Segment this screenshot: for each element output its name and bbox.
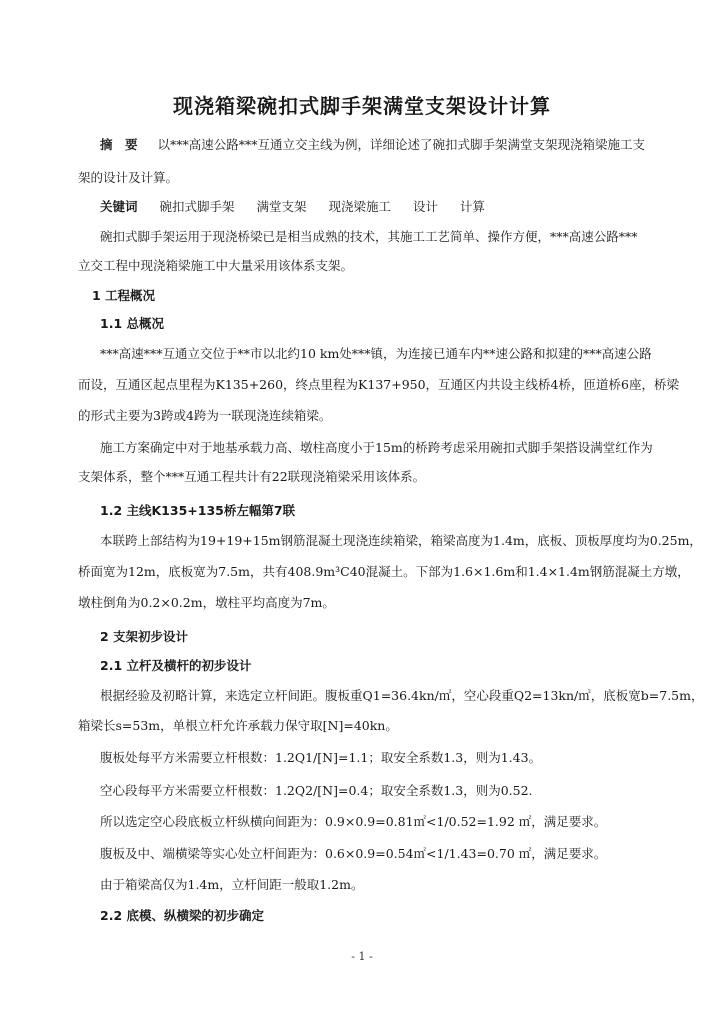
document-title: 现浇箱梁碗扣式脚手架满堂支架设计计算: [173, 94, 551, 118]
paragraph-line: 腹板处每平方米需要立杆根数：1.2Q1/[N]=1.1；取安全系数1.3，则为1.43。: [100, 750, 542, 765]
paragraph-line: ***高速***互通立交位于**市以北约10 km处***镇，为连接已通车内**速公路和拟建的***高速公路: [100, 346, 652, 361]
keyword-item: 设计: [412, 199, 438, 214]
section-1-heading: 1 工程概况: [92, 288, 156, 303]
paragraph-line: 空心段每平方米需要立杆根数：1.2Q2/[N]=0.4；取安全系数1.3，则为0.52.: [100, 783, 533, 798]
paragraph-line: 墩柱倒角为0.2×0.2m，墩柱平均高度为7m。: [78, 595, 335, 610]
paragraph-line: 桥面宽为12m，底板宽为7.5m，共有408.9m³C40混凝土。下部为1.6×1.6m和1.4×1.4m钢筋混凝土方墩，: [78, 564, 690, 579]
abstract-line-1: [100, 137, 645, 153]
section-2-2-heading: 2.2 底模、纵横梁的初步确定: [100, 908, 264, 923]
paragraph-line: 本联跨上部结构为19+19+15m钢筋混凝土现浇连续箱梁，箱梁高度为1.4m，底板、顶板厚度均为0.25m，: [100, 533, 702, 548]
keywords-line: [100, 199, 485, 215]
keyword-item: 满堂支架: [256, 199, 307, 214]
keyword-item: 碗扣式脚手架: [159, 199, 235, 214]
section-1-1-heading: 1.1 总概况: [100, 316, 164, 331]
keyword-item: 现浇梁施工: [328, 199, 391, 214]
section-1-2-heading: 1.2 主线K135+135桥左幅第7联: [100, 503, 296, 518]
page-number: - 1 -: [351, 950, 373, 963]
paragraph-line: 施工方案确定中对于地基承载力高、墩柱高度小于15m的桥跨考虑采用碗扣式脚手架搭设满堂红作为: [100, 440, 653, 455]
paragraph-line: 箱梁长s=53m，单根立杆允许承载力保守取[N]=40kn。: [78, 718, 398, 733]
paragraph-line: 所以选定空心段底板立杆纵横向间距为：0.9×0.9=0.81㎡<1/0.52=1.92 ㎡，满足要求。: [100, 814, 607, 829]
abstract-line-2: 架的设计及计算。: [78, 170, 179, 185]
section-2-1-heading: 2.1 立杆及横杆的初步设计: [100, 658, 252, 673]
intro-line-2: 立交工程中现浇箱梁施工中大量采用该体系支架。: [78, 258, 354, 273]
abstract-label: 摘 要: [100, 137, 138, 152]
paragraph-line: 的形式主要为3跨或4跨为一联现浇连续箱梁。: [78, 408, 332, 423]
intro-line-1: 碗扣式脚手架运用于现浇桥梁已是相当成熟的技术，其施工工艺简单、操作方便，***高速公路***: [100, 229, 638, 244]
section-2-heading: 2 支架初步设计: [100, 629, 189, 644]
keyword-item: 计算: [459, 199, 485, 214]
paragraph-line: 支架体系，整个***互通工程共计有22联现浇箱梁采用该体系。: [78, 469, 426, 484]
paragraph-line: 而设，互通区起点里程为K135+260，终点里程为K137+950，互通区内共设主线桥4桥，匝道桥6座，桥梁: [78, 377, 679, 392]
paragraph-line: 腹板及中、端横梁等实心处立杆间距为：0.6×0.9=0.54㎡<1/1.43=0.70 ㎡，满足要求。: [100, 846, 607, 861]
paragraph-line: 由于箱梁高仅为1.4m，立杆间距一般取1.2m。: [100, 877, 364, 892]
paragraph-line: 根据经验及初略计算，来选定立杆间距。腹板重Q1=36.4kn/㎡，空心段重Q2=13kn/㎡，底板宽b=7.5m，: [100, 688, 704, 703]
keywords-label: 关键词: [100, 199, 138, 214]
abstract-text-1: 以***高速公路***互通立交主线为例，详细论述了碗扣式脚手架满堂支架现浇箱梁施工支: [157, 137, 645, 152]
